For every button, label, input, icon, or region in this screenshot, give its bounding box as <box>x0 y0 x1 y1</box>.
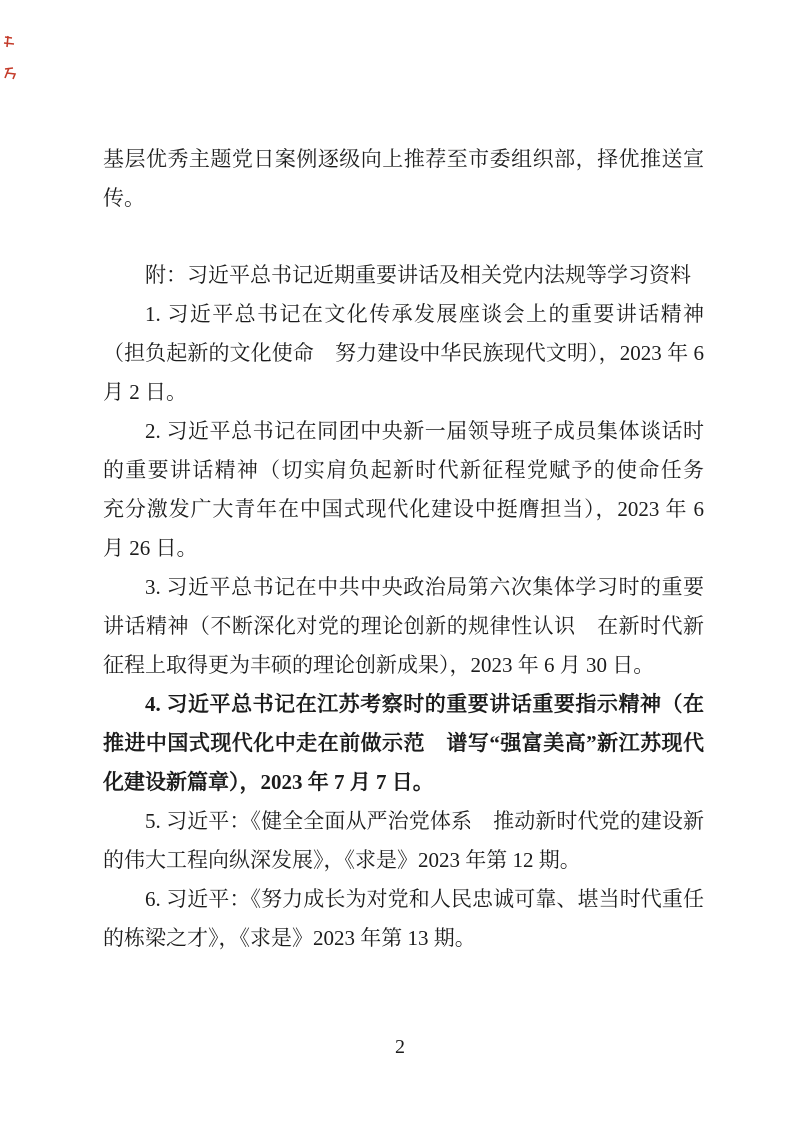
list-item-1: 1. 习近平总书记在文化传承发展座谈会上的重要讲话精神（担负起新的文化使命 努力建设中华民族现代文明），2023 年 6 月 2 日。 <box>103 302 704 404</box>
list-item-4-bold: 4. 习近平总书记在江苏考察时的重要讲话重要指示精神（在推进中国式现代化中走在前做示范 谱写“强富美高”新江苏现代化建设新篇章），2023 年 7 月 7 日。 <box>103 692 704 794</box>
list-item-2: 2. 习近平总书记在同团中央新一届领导班子成员集体谈话时的重要讲话精神（切实肩负起新时代新征程党赋予的使命任务 充分激发广大青年在中国式现代化建设中挺膺担当），2023 年 6 月 26 日。 <box>103 419 725 560</box>
red-ink-mark-icon <box>3 66 19 80</box>
list-item-3: 3. 习近平总书记在中共中央政治局第六次集体学习时的重要讲话精神（不断深化对党的理论创新的规律性认识 在新时代新征程上取得更为丰硕的理论创新成果），2023 年 6 月 30 日。 <box>103 575 704 677</box>
attachment-heading: 附：习近平总书记近期重要讲话及相关党内法规等学习资料 <box>145 263 691 287</box>
continued-paragraph: 基层优秀主题党日案例逐级向上推荐至市委组织部，择优推送宣传。 <box>103 147 704 210</box>
page-number: 2 <box>395 1036 405 1058</box>
list-item-6: 6. 习近平：《努力成长为对党和人民忠诚可靠、堪当时代重任的栋梁之才》，《求是》2023 年第 13 期。 <box>103 887 704 950</box>
list-item-5: 5. 习近平：《健全全面从严治党体系 推动新时代党的建设新的伟大工程向纵深发展》，《求是》2023 年第 12 期。 <box>103 809 704 872</box>
red-ink-mark-icon <box>3 35 19 49</box>
